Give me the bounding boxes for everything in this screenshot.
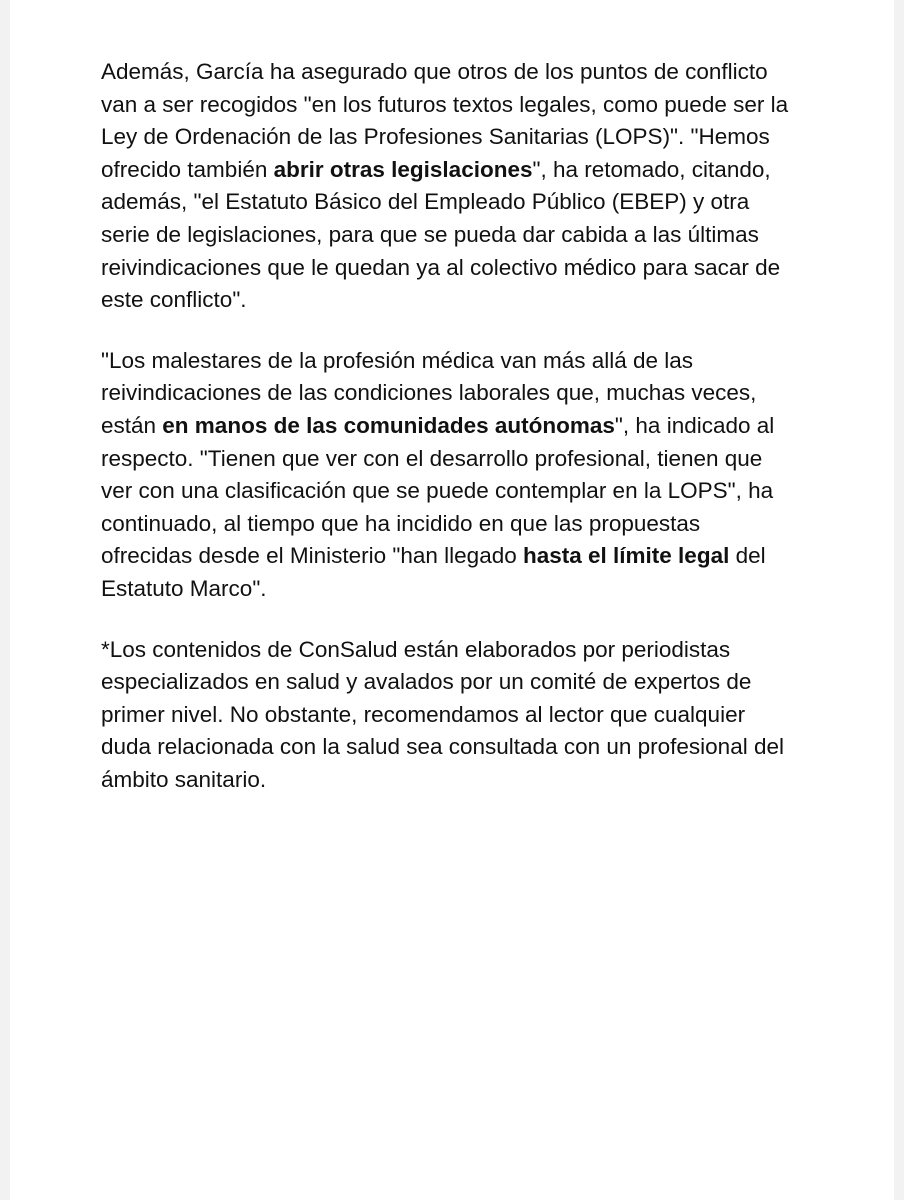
text-line: reivindicaciones de las condiciones laborales que, muchas veces, (101, 380, 757, 406)
text-line: "Los malestares de la profesión médica van más allá de las (101, 347, 694, 373)
text-line (101, 410, 821, 443)
text-line: además, "el Estatuto Básico del Empleado Público (EBEP) y otra (101, 189, 750, 215)
text-segment: del (729, 543, 766, 569)
text-line: Ley de Ordenación de las Profesiones Sanitarias (LOPS)". "Hemos (101, 124, 770, 150)
article-body (101, 56, 821, 824)
text-line: reivindicaciones que le quedan ya al colectivo médico para sacar de (101, 254, 781, 280)
bold-highlight: hasta el límite legal (523, 543, 730, 569)
text-segment: ", ha retomado, citando, (532, 156, 771, 182)
text-line: Estatuto Marco". (101, 575, 267, 601)
text-line: Además, García ha asegurado que otros de los puntos de conflicto (101, 59, 768, 84)
text-line: duda relacionada con la salud sea consultada con un profesional del (101, 734, 784, 760)
text-line: ver con una clasificación que se puede contemplar en la LOPS", ha (101, 478, 774, 504)
bold-highlight: abrir otras legislaciones (273, 156, 533, 182)
page-sheet (10, 0, 894, 1200)
bold-highlight: en manos de las comunidades autónomas (162, 412, 615, 438)
text-line: ámbito sanitario. (101, 766, 267, 792)
text-segment: están (101, 412, 163, 438)
paragraph-2 (101, 345, 821, 606)
text-line (101, 540, 821, 573)
text-line: serie de legislaciones, para que se pueda dar cabida a las últimas (101, 221, 759, 247)
text-line: continuado, al tiempo que ha incidido en que las propuestas (101, 510, 701, 536)
paragraph-3-disclaimer (101, 634, 821, 797)
text-line: primer nivel. No obstante, recomendamos al lector que cualquier (101, 701, 746, 727)
text-segment: ofrecido también (101, 156, 274, 182)
text-segment: ofrecidas desde el Ministerio "han llegado (101, 543, 523, 569)
text-line: van a ser recogidos "en los futuros textos legales, como puede ser la (101, 91, 789, 117)
text-line: *Los contenidos de ConSalud están elaborados por periodistas (101, 636, 731, 662)
text-segment: ", ha indicado al (614, 412, 775, 438)
paragraph-1 (101, 56, 821, 317)
text-line: especializados en salud y avalados por un comité de expertos de (101, 669, 752, 695)
text-line (101, 154, 821, 187)
text-line: este conflicto". (101, 287, 247, 313)
text-line: respecto. "Tienen que ver con el desarrollo profesional, tienen que (101, 445, 763, 471)
